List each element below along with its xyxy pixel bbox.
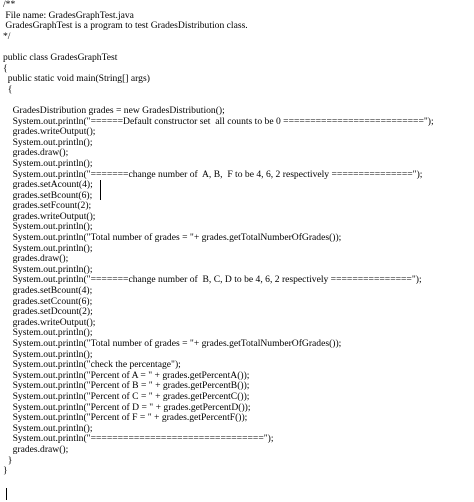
code-line: GradesGraphTest is a program to test GradesDistribution class. [3,21,248,32]
code-line [3,95,470,106]
code-line: grades.writeOutput(); [3,211,96,222]
code-line: System.out.println(); [3,328,93,339]
code-line: System.out.println("================================"); [3,434,274,445]
code-line: System.out.println(); [3,264,93,275]
code-line: System.out.println("Total number of grades = "+ grades.getTotalNumberOfGrades()); [3,233,342,244]
code-line: GradesDistribution grades = new GradesDistribution(); [3,105,225,116]
code-line: System.out.println("======Default constructor set all counts to be 0 =========================="); [3,116,434,127]
code-line: */ [3,31,11,42]
code-line: grades.setAcount(4); [3,180,93,191]
code-line: grades.setBcount(4); [3,286,93,297]
code-line: public static void main(String[] args) [3,74,150,85]
code-line: grades.setBcount(6); [3,190,93,201]
code-line: System.out.println("Percent of D = " + grades.getPercentD()); [3,402,251,413]
code-line: grades.draw(); [3,148,69,159]
code-line: grades.setCcount(6); [3,296,93,307]
code-line: System.out.println(); [3,222,93,233]
margin-marker [6,488,7,500]
code-line: grades.draw(); [3,254,69,265]
code-line: /** [3,0,16,10]
code-line: System.out.println("Total number of grades = "+ grades.getTotalNumberOfGrades()); [3,339,342,349]
code-line: System.out.println(); [3,158,93,169]
code-line: grades.setDcount(2); [3,307,93,318]
code-line: System.out.println("check the percentage"); [3,360,181,371]
code-line: public class GradesGraphTest [3,52,118,63]
code-line: System.out.println(); [3,349,93,360]
code-line: System.out.println("Percent of A = " + grades.getPercentA()); [3,370,250,381]
code-line: } [3,455,13,466]
code-line: grades.draw(); [3,444,69,455]
code-line [3,42,470,53]
code-line: System.out.println(); [3,243,93,254]
code-line: grades.writeOutput(); [3,317,96,328]
code-line: System.out.println(); [3,423,93,434]
code-line: grades.setFcount(2); [3,201,92,212]
code-line: System.out.println(); [3,137,93,148]
code-line: System.out.println("Percent of B = " + grades.getPercentB()); [3,381,250,392]
code-line: } [3,466,8,477]
code-line: System.out.println("=======change number of A, B, F to be 4, 6, 2 respectively ==============="); [3,169,423,180]
text-cursor [100,180,101,200]
code-line: grades.writeOutput(); [3,127,96,138]
code-line: { [3,84,13,95]
code-line: File name: GradesGraphTest.java [3,10,134,21]
code-line: System.out.println("=======change number of B, C, D to be 4, 6, 2 respectively ==============="); [3,275,422,286]
code-line: System.out.println("Percent of F = " + grades.getPercentF()); [3,413,248,424]
code-line: { [3,63,8,74]
code-line: System.out.println("Percent of C = " + grades.getPercentC()); [3,391,250,402]
